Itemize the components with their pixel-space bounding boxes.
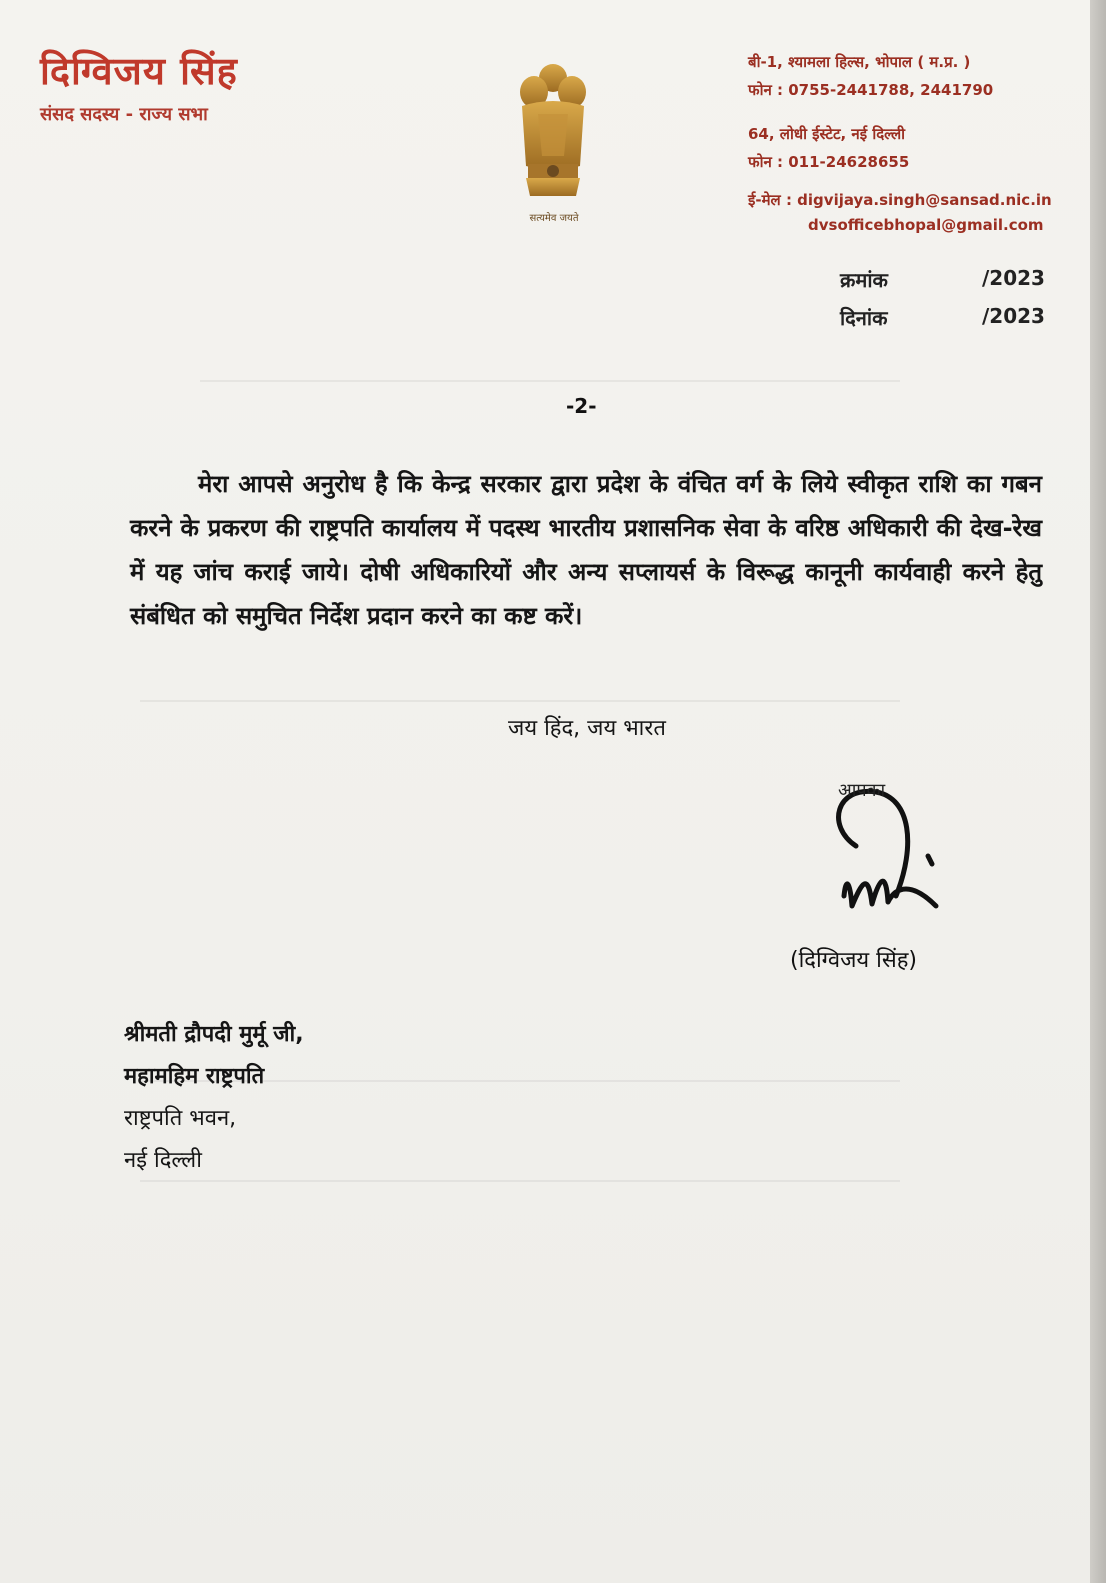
email-secondary: dvsofficebhopal@gmail.com (808, 216, 1044, 234)
show-through-line (200, 380, 900, 382)
address-bhopal: बी-1, श्यामला हिल्स, भोपाल ( म.प्र. ) (748, 53, 971, 71)
yours-faithfully: आपका (838, 780, 886, 801)
sender-name: दिग्विजय सिंह (40, 48, 238, 93)
recipient-title: महामहिम राष्ट्रपति (124, 1064, 265, 1089)
recipient-address-2: नई दिल्ली (124, 1148, 202, 1173)
signer-name: (दिग्विजय सिंह) (790, 948, 917, 973)
ref-label: क्रमांक (840, 268, 888, 292)
paper-edge (1090, 0, 1106, 1583)
date-value: /2023 (982, 304, 1045, 328)
signature-icon (816, 786, 956, 936)
emblem-motto: सत्यमेव जयते (529, 213, 579, 224)
show-through-line (140, 700, 900, 702)
closing-salutation: जय हिंद, जय भारत (508, 716, 666, 741)
email-primary: ई-मेल : digvijaya.singh@sansad.nic.in (748, 191, 1052, 209)
ref-value: /2023 (982, 266, 1045, 290)
address-delhi: 64, लोधी ईस्टेट, नई दिल्ली (748, 125, 906, 143)
page-number: -2- (566, 394, 597, 418)
recipient-block (124, 1014, 304, 1182)
recipient-address-1: राष्ट्रपति भवन, (124, 1106, 237, 1131)
letter-body: मेरा आपसे अनुरोध है कि केन्द्र सरकार द्वारा प्रदेश के वंचित वर्ग के लिये स्वीकृत राशि का गबन करने के प्रकरण की राष्ट्रपति कार्यालय में पदस्थ भारतीय प्रशासनिक सेवा के वरिष्ठ अधिकारी की देख-रेख में यह जांच कराई जाये। दोषी अधिकारियों और अन्य सप्लायर्स के विरूद्ध कानूनी कार्यवाही करने हेतु संबंधित को समुचित निर्देश प्रदान करने का कष्ट करें। (130, 470, 1042, 630)
date-label: दिनांक (840, 306, 888, 330)
phone-delhi: फोन : 011-24628655 (748, 153, 910, 171)
recipient-name: श्रीमती द्रौपदी मुर्मू जी, (124, 1022, 304, 1047)
national-emblem-icon (508, 56, 598, 226)
sender-designation: संसद सदस्य - राज्य सभा (40, 104, 208, 125)
phone-bhopal: फोन : 0755-2441788, 2441790 (748, 81, 994, 99)
